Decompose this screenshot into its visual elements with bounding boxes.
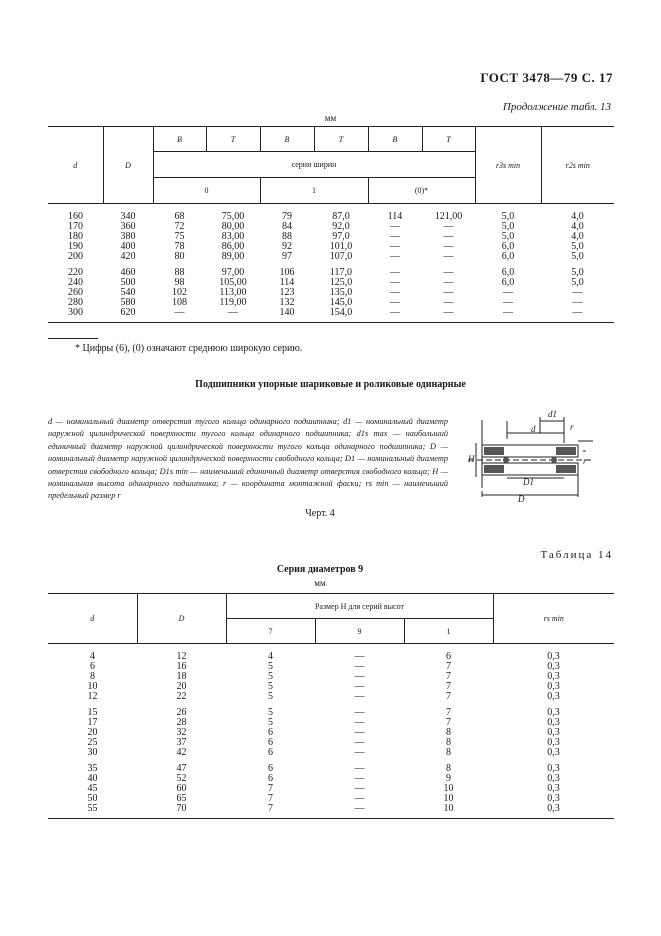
t13-cell: 6,0 xyxy=(501,251,515,262)
t13-cell: 80 xyxy=(174,251,185,262)
figure-label-D: D xyxy=(518,494,525,504)
t14-cell: 7 xyxy=(446,717,451,728)
t14-row xyxy=(48,758,614,774)
t14-cell: — xyxy=(354,691,365,702)
t14-cell: 0,3 xyxy=(547,661,560,672)
t13-cell: 5,0 xyxy=(501,221,515,232)
t14-cell: 0,3 xyxy=(547,747,560,758)
t14-cell: — xyxy=(354,727,365,738)
t13-cell: — xyxy=(443,277,454,288)
t13-cell: 220 xyxy=(68,267,83,278)
t14-cell: 8 xyxy=(446,727,451,738)
t14-cell: 5 xyxy=(268,691,273,702)
t13-header-r3s: r3s min xyxy=(475,127,541,204)
figure-label-d: d xyxy=(531,424,536,434)
figure-label-r-side: r xyxy=(583,456,587,466)
t14-cell: 42 xyxy=(176,747,187,758)
t14-cell: 7 xyxy=(446,661,451,672)
table14-label: Таблица 14 xyxy=(540,549,613,561)
t13-cell: 121,00 xyxy=(434,211,463,222)
t14-cell: 6 xyxy=(268,727,273,738)
footnote-divider xyxy=(48,338,98,339)
t13-cell: — xyxy=(228,307,238,318)
t13-cell: 340 xyxy=(120,211,136,222)
t14-header-rs: rs min xyxy=(493,594,614,644)
t14-cell: 0,3 xyxy=(547,737,560,748)
t14-cell: 0,3 xyxy=(547,651,560,662)
t14-cell: 5 xyxy=(268,717,273,728)
t14-row xyxy=(48,794,614,804)
t14-cell: 6 xyxy=(446,651,451,662)
t13-cell: 132 xyxy=(279,297,295,308)
t13-cell: 80,00 xyxy=(221,221,245,232)
t14-cell: 45 xyxy=(87,783,98,794)
t14-cell: 7 xyxy=(446,707,451,718)
t13-header-series-0x: (0)* xyxy=(368,178,475,204)
t14-cell: 8 xyxy=(446,737,451,748)
t14-cell: 52 xyxy=(176,773,187,784)
t13-cell: 380 xyxy=(120,231,136,242)
t13-header-T1: T xyxy=(206,127,260,152)
t14-cell: 55 xyxy=(87,803,98,814)
t13-cell: — xyxy=(390,287,400,298)
t13-cell: — xyxy=(390,231,400,242)
t14-cell: 7 xyxy=(268,803,273,814)
t14-cell: 8 xyxy=(446,747,451,758)
t13-cell: 89,00 xyxy=(221,251,245,262)
figure-label: Черт. 4 xyxy=(305,508,335,519)
t13-cell: 5,0 xyxy=(571,241,584,252)
t13-cell: 260 xyxy=(68,287,83,298)
t13-cell: 145,0 xyxy=(329,297,353,308)
t14-cell: 17 xyxy=(87,717,98,728)
t14-cell: 47 xyxy=(176,763,187,774)
t13-header-B3: B xyxy=(368,127,422,152)
t14-cell: 22 xyxy=(176,691,187,702)
t14-cell: 6 xyxy=(268,763,273,774)
t14-cell: 70 xyxy=(176,803,187,814)
t13-cell: 114 xyxy=(279,277,295,288)
t13-cell: 123 xyxy=(279,287,295,298)
t14-cell: — xyxy=(354,681,365,692)
t13-cell: 72 xyxy=(174,221,185,232)
t14-header-h9: 9 xyxy=(315,619,404,644)
t13-row xyxy=(48,252,614,262)
t14-cell: 5 xyxy=(268,661,273,672)
t14-cell: 12 xyxy=(176,651,187,662)
t13-cell: — xyxy=(572,307,583,318)
t13-cell: 280 xyxy=(68,297,83,308)
t14-cell: 10 xyxy=(443,793,454,804)
t13-cell: 125,0 xyxy=(329,277,353,288)
t13-cell: 135,0 xyxy=(329,287,353,298)
t14-cell: 65 xyxy=(176,793,187,804)
t14-row xyxy=(48,738,614,748)
t14-cell: 0,3 xyxy=(547,803,560,814)
t14-cell: — xyxy=(354,803,365,814)
t13-cell: — xyxy=(503,287,513,298)
t13-cell: 87,0 xyxy=(332,211,350,222)
table13 xyxy=(48,126,614,323)
t13-cell: 5,0 xyxy=(571,267,584,278)
t14-cell: 8 xyxy=(90,671,95,682)
t14-row xyxy=(48,774,614,784)
t14-cell: — xyxy=(354,773,365,784)
t13-cell: 79 xyxy=(282,211,292,222)
t13-cell: — xyxy=(443,297,454,308)
t13-cell: 5,0 xyxy=(501,211,515,222)
t14-cell: 16 xyxy=(176,661,187,672)
t14-row xyxy=(48,702,614,718)
t14-header-h7: 7 xyxy=(226,619,315,644)
t13-cell: 5,0 xyxy=(501,231,515,242)
t13-cell: 160 xyxy=(68,211,83,222)
t14-cell: 20 xyxy=(87,727,98,738)
t14-cell: 5 xyxy=(268,681,273,692)
table13-caption: Продолжение табл. 13 xyxy=(502,101,611,113)
bearing-drawing xyxy=(468,403,608,504)
t13-cell: — xyxy=(443,307,454,318)
t13-row xyxy=(48,262,614,278)
t13-cell: — xyxy=(390,221,400,232)
t13-cell: 6,0 xyxy=(501,267,515,278)
t13-cell: 78 xyxy=(174,241,185,252)
t14-cell: 0,3 xyxy=(547,681,560,692)
t13-cell: 101,0 xyxy=(329,241,353,252)
t14-cell: 9 xyxy=(446,773,451,784)
t13-cell: 4,0 xyxy=(571,211,584,222)
t14-cell: 6 xyxy=(268,737,273,748)
t13-cell: 92 xyxy=(282,241,292,252)
t14-cell: — xyxy=(354,783,365,794)
t13-cell: 83,00 xyxy=(221,231,245,242)
section-title: Подшипники упорные шариковые и роликовые одинарные xyxy=(195,379,466,390)
t14-cell: 50 xyxy=(87,793,98,804)
t14-cell: 10 xyxy=(87,681,98,692)
t13-cell: 154,0 xyxy=(329,307,353,318)
t13-header-B2: B xyxy=(260,127,314,152)
t13-cell: 5,0 xyxy=(571,277,584,288)
t14-cell: 6 xyxy=(268,747,273,758)
t13-cell: 86,00 xyxy=(221,241,245,252)
t13-cell: 4,0 xyxy=(571,231,584,242)
t14-cell: 26 xyxy=(176,707,187,718)
t13-cell: 92,0 xyxy=(332,221,350,232)
t13-cell: — xyxy=(390,241,400,252)
t14-cell: 0,3 xyxy=(547,727,560,738)
t13-cell: 107,0 xyxy=(329,251,353,262)
t13-cell: 75,00 xyxy=(221,211,245,222)
figure-label-D1: D1 xyxy=(523,477,534,487)
t13-header-T3: T xyxy=(422,127,475,152)
t14-cell: 32 xyxy=(176,727,187,738)
t14-cell: 7 xyxy=(446,681,451,692)
t13-header-r2s: r2s min xyxy=(541,127,614,204)
table14-units: мм xyxy=(314,578,326,588)
t13-cell: 114 xyxy=(387,211,403,222)
t14-cell: 0,3 xyxy=(547,671,560,682)
t14-cell: — xyxy=(354,747,365,758)
t14-cell: — xyxy=(354,707,365,718)
figure-label-d1: d1 xyxy=(548,409,557,419)
t14-row xyxy=(48,662,614,672)
t13-cell: — xyxy=(443,231,454,242)
t14-cell: 0,3 xyxy=(547,773,560,784)
t13-header-d: d xyxy=(48,127,103,204)
t14-cell: 7 xyxy=(268,783,273,794)
t13-header-series-1: 1 xyxy=(260,178,368,204)
t13-cell: 97,00 xyxy=(221,267,245,278)
t13-cell: 620 xyxy=(120,307,136,318)
t13-header-B1: B xyxy=(153,127,206,152)
t14-cell: — xyxy=(354,661,365,672)
t13-cell: — xyxy=(390,251,400,262)
t14-cell: 0,3 xyxy=(547,763,560,774)
t14-cell: 4 xyxy=(268,651,273,662)
t13-cell: 580 xyxy=(120,297,136,308)
t14-cell: 40 xyxy=(87,773,98,784)
t14-header-d: d xyxy=(48,594,137,644)
t14-cell: — xyxy=(354,671,365,682)
t13-cell: 108 xyxy=(172,297,187,308)
t14-cell: 12 xyxy=(87,691,98,702)
t13-cell: — xyxy=(390,297,400,308)
t13-row xyxy=(48,308,614,323)
t14-cell: 6 xyxy=(268,773,273,784)
t14-cell: 30 xyxy=(87,747,98,758)
t14-cell: 10 xyxy=(443,783,454,794)
t14-cell: 4 xyxy=(90,651,95,662)
t13-cell: — xyxy=(572,287,583,298)
t14-cell: 20 xyxy=(176,681,187,692)
t14-row xyxy=(48,644,614,663)
t13-cell: — xyxy=(443,287,454,298)
t13-cell: 88 xyxy=(174,267,185,278)
t14-cell: 28 xyxy=(176,717,187,728)
t14-row xyxy=(48,728,614,738)
t14-header-h1: 1 xyxy=(404,619,493,644)
t13-cell: 500 xyxy=(120,277,136,288)
t14-cell: 0,3 xyxy=(547,707,560,718)
figure-label-r-top: r xyxy=(570,422,574,432)
t13-cell: — xyxy=(503,307,513,318)
t14-cell: 35 xyxy=(87,763,98,774)
t13-cell: 6,0 xyxy=(501,241,515,252)
t14-row xyxy=(48,748,614,758)
t14-cell: 0,3 xyxy=(547,783,560,794)
t14-cell: 8 xyxy=(446,763,451,774)
t14-cell: 5 xyxy=(268,671,273,682)
t13-cell: 200 xyxy=(68,251,83,262)
t14-cell: 0,3 xyxy=(547,691,560,702)
t13-cell: 113,00 xyxy=(219,287,247,298)
t13-cell: 97,0 xyxy=(332,231,350,242)
t14-row xyxy=(48,672,614,682)
t13-cell: — xyxy=(443,241,454,252)
t13-cell: 97 xyxy=(282,251,292,262)
t13-cell: — xyxy=(390,307,400,318)
t14-cell: 7 xyxy=(268,793,273,804)
page-header-title: ГОСТ 3478—79 С. 17 xyxy=(480,70,613,85)
t14-header-size-h: Размер H для серий высот xyxy=(226,594,493,619)
t13-cell: — xyxy=(443,221,454,232)
t14-cell: 60 xyxy=(176,783,187,794)
t13-cell: 105,00 xyxy=(219,277,247,288)
t14-row xyxy=(48,784,614,794)
t13-cell: 240 xyxy=(68,277,83,288)
t13-row xyxy=(48,204,614,223)
t13-cell: 180 xyxy=(68,231,83,242)
table14-title: Серия диаметров 9 xyxy=(276,564,364,575)
t13-cell: — xyxy=(443,267,454,278)
t14-row xyxy=(48,718,614,728)
t14-cell: — xyxy=(354,651,365,662)
t14-cell: 10 xyxy=(443,803,454,814)
t13-cell: 117,0 xyxy=(329,267,353,278)
t13-cell: 300 xyxy=(68,307,83,318)
t13-cell: 4,0 xyxy=(571,221,584,232)
t13-cell: 5,0 xyxy=(571,251,584,262)
t13-cell: 140 xyxy=(279,307,295,318)
t14-cell: — xyxy=(354,717,365,728)
t13-header-D: D xyxy=(103,127,153,204)
t14-cell: 7 xyxy=(446,671,451,682)
t14-cell: 6 xyxy=(90,661,95,672)
table13-footnote: * Цифры (6), (0) означают среднюю широкую серию. xyxy=(75,343,303,354)
t14-cell: — xyxy=(354,763,365,774)
bearing-description: d — номинальный диаметр отверстия тугого кольца одинарного подшипника; d1 — номинальный диаметр наружной цилиндрической поверхности тугого кольца одинарного подшипника; d1s max — наибольший единичный диаметр наружной цилиндрической поверхности тугого кольца одинарного подшипника; D — номинальный диаметр наружной цилиндрической поверхности свободного кольца; D1 — номинальный диаметр отверстия свободного кольца; D1s min — наименьший единичный диаметр отверстия свободного кольца; H — номинальная высота одинарного подшипника; r — координата монтажной фаски; rs min — наименьший предельный размер r xyxy=(48,417,448,501)
t13-cell: 119,00 xyxy=(219,297,247,308)
t13-cell: 84 xyxy=(282,221,292,232)
t13-cell: 400 xyxy=(120,241,136,252)
t14-row xyxy=(48,692,614,702)
t14-row xyxy=(48,682,614,692)
t13-cell: 460 xyxy=(120,267,136,278)
t13-cell: — xyxy=(443,251,454,262)
t14-cell: — xyxy=(354,793,365,804)
t13-header-series-0: 0 xyxy=(153,178,260,204)
t13-cell: 190 xyxy=(68,241,83,252)
t13-cell: 360 xyxy=(120,221,136,232)
t14-cell: — xyxy=(354,737,365,748)
t13-cell: 75 xyxy=(174,231,185,242)
t13-cell: 102 xyxy=(172,287,187,298)
t13-cell: 170 xyxy=(68,221,83,232)
t14-cell: 15 xyxy=(87,707,98,718)
t13-cell: — xyxy=(572,297,583,308)
t13-cell: 6,0 xyxy=(501,277,515,288)
figure-label-H: H xyxy=(468,454,475,464)
t13-header-width-series: серии ширин xyxy=(153,152,475,178)
t13-cell: 106 xyxy=(279,267,295,278)
t13-cell: — xyxy=(174,307,185,318)
t13-cell: 98 xyxy=(174,277,185,288)
t14-cell: 7 xyxy=(446,691,451,702)
t13-cell: — xyxy=(390,277,400,288)
t14-cell: 0,3 xyxy=(547,793,560,804)
t13-header-T2: T xyxy=(314,127,368,152)
t14-cell: 37 xyxy=(176,737,187,748)
t14-row xyxy=(48,804,614,819)
table14 xyxy=(48,593,614,819)
t14-cell: 18 xyxy=(176,671,187,682)
t14-cell: 25 xyxy=(87,737,98,748)
t14-cell: 5 xyxy=(268,707,273,718)
t13-cell: 420 xyxy=(120,251,136,262)
t13-cell: — xyxy=(503,297,513,308)
t14-header-D: D xyxy=(137,594,226,644)
t14-cell: 0,3 xyxy=(547,717,560,728)
t13-cell: 88 xyxy=(282,231,292,242)
t13-cell: — xyxy=(390,267,400,278)
table13-units: мм xyxy=(324,113,337,123)
t13-cell: 540 xyxy=(120,287,136,298)
t13-cell: 68 xyxy=(174,211,185,222)
